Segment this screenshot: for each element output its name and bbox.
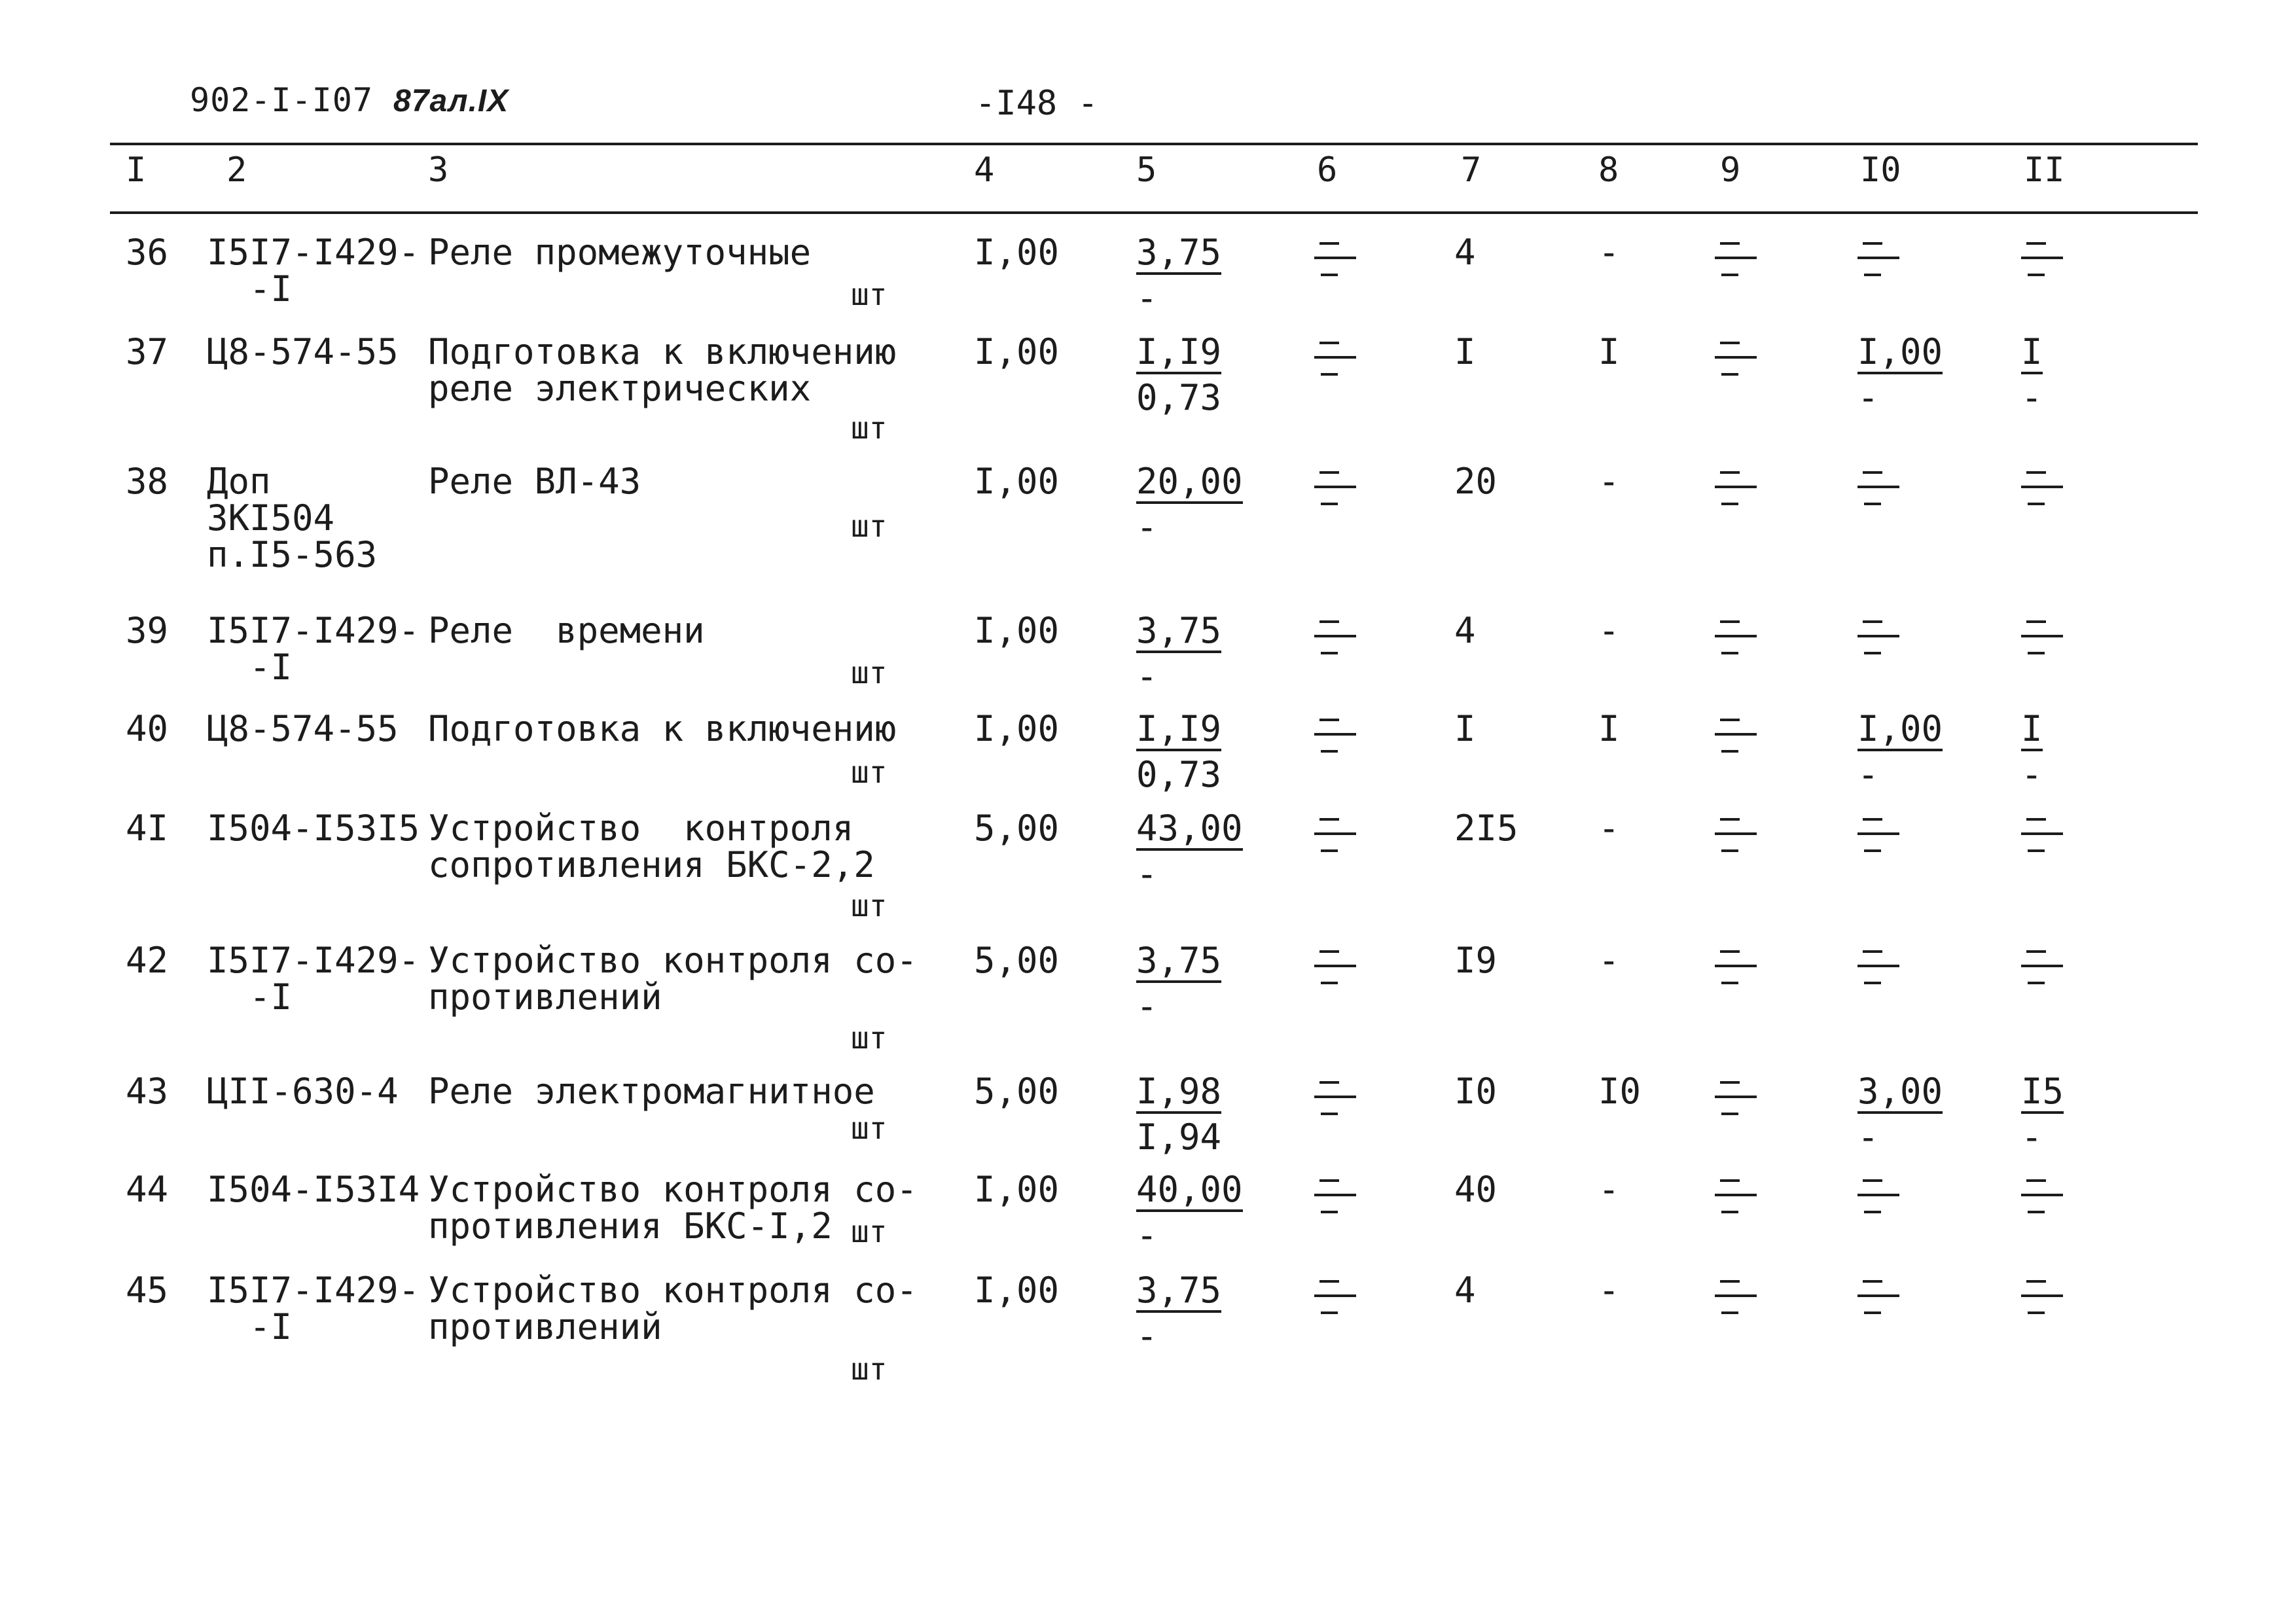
col11-dash-stroke [2028,849,2045,852]
unit-label: шт [851,755,888,790]
col10-dash-stroke [1863,818,1882,821]
norm-code: I504-I53I5 [207,808,420,849]
norm-code: I504-I53I4 [207,1169,420,1210]
col9-dash [1715,950,1761,984]
col5-value-numerator: 3,75 [1136,613,1221,653]
col9-dash [1715,342,1761,376]
column-header-3: 3 [428,151,449,190]
col11-value-numerator: I5 [2021,1073,2064,1114]
col10-value [1857,1073,1943,1156]
page-number: -I48 - [975,84,1098,123]
col11-dash-stroke [2028,274,2045,276]
col9-dash-stroke [1720,620,1740,623]
col6-dash-stroke [1319,950,1339,953]
col9-dash-stroke [1721,652,1738,654]
quantity-value: I,00 [974,331,1060,372]
col5-value-denominator: - [1136,656,1158,697]
col6-dash-stroke [1321,652,1338,654]
col10-value-denominator: - [1857,1116,1879,1158]
unit-label: шт [851,410,888,446]
unit-label: шт [851,655,888,690]
item-name: Реле промежуточные [428,232,812,273]
col9-dash-stroke [1721,1311,1738,1314]
norm-code: I5I7-I429- -I [207,610,420,688]
col9-dash-stroke [1720,719,1740,721]
col10-dash-stroke [1863,471,1882,474]
col9-dash-stroke [1715,356,1757,359]
norm-code: I5I7-I429- -I [207,232,420,310]
col10-dash-stroke [1864,1211,1881,1213]
col9-dash-stroke [1721,274,1738,276]
column-header-1: I [126,151,147,190]
col8-value: - [1598,940,1620,981]
quantity-value: 5,00 [974,808,1060,849]
col5-value [1136,234,1221,317]
col6-dash-stroke [1319,1280,1339,1283]
column-header-7: 7 [1461,151,1482,190]
col9-dash [1715,818,1761,852]
norm-code: Ц8-574-55 [207,331,399,372]
col8-value: - [1598,461,1620,502]
col6-dash-stroke [1321,274,1338,276]
col6-dash [1314,1179,1360,1213]
col6-dash [1314,950,1360,984]
item-name: Реле ВЛ-43 [428,461,641,502]
col10-dash-stroke [1857,832,1899,835]
col10-dash [1857,1179,1903,1213]
col9-dash-stroke [1715,635,1757,637]
col11-dash-stroke [2021,1294,2063,1297]
unit-label: шт [851,1020,888,1056]
col6-dash-stroke [1321,750,1338,753]
norm-code: Доп 3КI504 п.I5-563 [207,461,378,575]
col5-value-numerator: I,I9 [1136,711,1221,751]
col6-dash-stroke [1319,719,1339,721]
col6-dash-stroke [1314,356,1356,359]
col5-value [1136,331,1222,418]
col11-dash-stroke [2026,1280,2046,1283]
col6-dash-stroke [1321,982,1338,984]
col11-dash-stroke [2021,965,2063,967]
col6-dash [1314,818,1360,852]
col10-dash-stroke [1864,849,1881,852]
quantity-value: I,00 [974,1270,1060,1311]
col9-dash-stroke [1720,342,1740,344]
col5-value-denominator: - [1136,853,1158,895]
col6-dash-stroke [1314,1294,1356,1297]
item-name: Устройство контроля со- противлений [428,1270,918,1347]
row-number: 45 [126,1270,169,1311]
col7-value: I [1454,708,1476,749]
col7-value: I9 [1454,940,1498,981]
norm-code: I5I7-I429- -I [207,1270,420,1347]
col9-dash [1715,719,1761,753]
col11-dash [2021,818,2067,852]
col6-dash-stroke [1321,1311,1338,1314]
col7-value: 40 [1454,1169,1498,1210]
col5-value-numerator: 3,75 [1136,942,1221,983]
col9-dash-stroke [1720,471,1740,474]
document-code-handwritten: 87ал.IX [393,84,509,118]
col9-dash-stroke [1715,1096,1757,1098]
col8-value: - [1598,232,1620,273]
col6-dash-stroke [1321,503,1338,505]
col5-value-numerator: 3,75 [1136,234,1221,275]
col6-dash-stroke [1321,1211,1338,1213]
col5-value-denominator: - [1136,1315,1158,1357]
quantity-value: 5,00 [974,1071,1060,1112]
col9-dash-stroke [1720,242,1740,245]
col9-dash-stroke [1715,965,1757,967]
col11-dash-stroke [2021,832,2063,835]
col9-dash [1715,471,1761,505]
col5-value [1136,1171,1243,1254]
unit-label: шт [851,1351,888,1387]
col11-value [2021,1073,2064,1156]
col10-dash [1857,620,1903,654]
col6-dash-stroke [1319,342,1339,344]
unit-label: шт [851,1214,888,1249]
col5-value [1136,1073,1221,1156]
col10-dash [1857,471,1903,505]
col8-value: - [1598,1169,1620,1210]
col5-value-denominator: 0,73 [1136,377,1222,418]
row-number: 40 [126,708,169,749]
col11-dash-stroke [2026,818,2046,821]
col10-dash-stroke [1864,652,1881,654]
col10-dash-stroke [1863,242,1882,245]
col5-value [1136,708,1222,795]
col11-dash-stroke [2028,1311,2045,1314]
col6-dash-stroke [1314,965,1356,967]
col5-value [1136,610,1222,697]
col8-value: I [1598,331,1620,372]
col9-dash-stroke [1715,733,1757,736]
col9-dash-stroke [1720,1179,1740,1182]
col11-value-denominator: - [2021,754,2043,795]
col8-value: - [1598,1270,1620,1311]
column-header-5: 5 [1136,151,1157,190]
unit-label: шт [851,888,888,923]
col5-value-numerator: 3,75 [1136,1272,1221,1313]
col9-dash-stroke [1721,1113,1738,1115]
row-number: 4I [126,808,169,849]
col11-dash [2021,471,2067,505]
item-name: Подготовка к включению реле электрических [428,331,897,409]
col8-value: I [1598,708,1620,749]
col9-dash-stroke [1715,1194,1757,1196]
col5-value-denominator: - [1136,986,1158,1027]
col11-dash [2021,1280,2067,1314]
col10-dash-stroke [1863,1280,1882,1283]
quantity-value: 5,00 [974,940,1060,981]
col5-value [1136,463,1243,546]
col11-dash-stroke [2026,950,2046,953]
col11-dash-stroke [2021,635,2063,637]
column-header-9: 9 [1720,151,1741,190]
col5-value-numerator: I,98 [1136,1073,1221,1114]
col11-dash [2021,1179,2067,1213]
col9-dash [1715,620,1761,654]
col6-dash-stroke [1319,818,1339,821]
item-name: Подготовка к включению [428,708,897,749]
col9-dash-stroke [1720,1280,1740,1283]
col10-dash-stroke [1863,620,1882,623]
col10-dash-stroke [1863,1179,1882,1182]
col6-dash [1314,342,1360,376]
col9-dash-stroke [1715,832,1757,835]
row-number: 36 [126,232,169,273]
col5-value-denominator: - [1136,277,1158,319]
col5-value-denominator: I,94 [1136,1116,1222,1158]
col10-dash-stroke [1857,965,1899,967]
col6-dash [1314,719,1360,753]
col7-value: 2I5 [1454,808,1518,849]
col6-dash-stroke [1314,832,1356,835]
col11-dash-stroke [2026,242,2046,245]
col6-dash-stroke [1319,620,1339,623]
col10-dash [1857,1280,1903,1314]
row-number: 44 [126,1169,169,1210]
col10-dash-stroke [1857,1294,1899,1297]
col11-dash-stroke [2021,1194,2063,1196]
col10-dash-stroke [1864,982,1881,984]
col10-dash-stroke [1864,274,1881,276]
col5-value-denominator: - [1136,1215,1158,1256]
col10-value-denominator: - [1857,754,1879,795]
col11-dash-stroke [2026,620,2046,623]
col10-value-numerator: 3,00 [1857,1073,1943,1114]
col11-dash-stroke [2028,652,2045,654]
col11-dash [2021,620,2067,654]
quantity-value: I,00 [974,610,1060,651]
col6-dash-stroke [1314,486,1356,488]
column-header-4: 4 [974,151,995,190]
quantity-value: I,00 [974,461,1060,502]
column-header-10: I0 [1860,151,1901,190]
col7-value: 4 [1454,610,1476,651]
col10-dash-stroke [1864,503,1881,505]
quantity-value: I,00 [974,232,1060,273]
col6-dash [1314,471,1360,505]
col11-value [2021,331,2043,418]
quantity-value: I,00 [974,1169,1060,1210]
col10-dash-stroke [1863,950,1882,953]
col5-value-numerator: 43,00 [1136,810,1243,851]
column-header-8: 8 [1598,151,1619,190]
row-number: 42 [126,940,169,981]
col6-dash-stroke [1321,1113,1338,1115]
col5-value-numerator: 20,00 [1136,463,1243,504]
col8-value: - [1598,610,1620,651]
col5-value-numerator: 40,00 [1136,1171,1243,1212]
col7-value: 4 [1454,232,1476,273]
col6-dash [1314,242,1360,276]
col9-dash-stroke [1720,950,1740,953]
col9-dash-stroke [1720,818,1740,821]
col6-dash-stroke [1314,635,1356,637]
col5-value [1136,810,1243,893]
col5-value-denominator: - [1136,507,1158,548]
col10-dash [1857,242,1903,276]
item-name: Устройство контроля со- противлений [428,940,918,1018]
col6-dash [1314,1280,1360,1314]
col11-dash-stroke [2021,486,2063,488]
col9-dash-stroke [1721,1211,1738,1213]
col7-value: 4 [1454,1270,1476,1311]
unit-label: шт [851,277,888,312]
col10-value-denominator: - [1857,377,1879,418]
col11-dash-stroke [2021,257,2063,259]
col10-value [1857,708,1943,795]
col5-value-numerator: I,I9 [1136,334,1221,374]
item-name: Устройство контроля сопротивления БКС-2,2 [428,808,875,885]
col11-dash-stroke [2026,1179,2046,1182]
row-number: 43 [126,1071,169,1112]
col6-dash-stroke [1321,373,1338,376]
item-name: Реле электромагнитное [428,1071,875,1112]
col11-value-numerator: I [2021,711,2043,751]
col6-dash-stroke [1319,242,1339,245]
col9-dash-stroke [1715,257,1757,259]
col9-dash-stroke [1721,849,1738,852]
col9-dash [1715,1179,1761,1213]
col5-value-denominator: 0,73 [1136,754,1222,795]
col9-dash-stroke [1715,486,1757,488]
col11-value [2021,708,2043,795]
col11-dash-stroke [2028,503,2045,505]
col10-dash-stroke [1857,1194,1899,1196]
col7-value: I [1454,331,1476,372]
col9-dash [1715,242,1761,276]
header-bottom-rule [110,211,2198,214]
col11-value-denominator: - [2021,1116,2043,1158]
col10-dash-stroke [1864,1311,1881,1314]
col9-dash-stroke [1721,982,1738,984]
col10-dash [1857,950,1903,984]
col11-value-denominator: - [2021,377,2043,418]
col6-dash [1314,1081,1360,1115]
col9-dash-stroke [1721,503,1738,505]
col6-dash [1314,620,1360,654]
col5-value [1136,942,1221,1025]
col8-value: I0 [1598,1071,1641,1112]
norm-code: ЦII-630-4 [207,1071,399,1112]
col6-dash-stroke [1321,849,1338,852]
document-code [190,81,509,119]
col11-value-numerator: I [2021,334,2043,374]
col6-dash-stroke [1319,1179,1339,1182]
col6-dash-stroke [1319,1081,1339,1084]
col6-dash-stroke [1319,471,1339,474]
col6-dash-stroke [1314,733,1356,736]
col7-value: 20 [1454,461,1498,502]
row-number: 38 [126,461,169,502]
column-header-2: 2 [226,151,247,190]
unit-label: шт [851,1111,888,1146]
col6-dash-stroke [1314,1096,1356,1098]
norm-code: Ц8-574-55 [207,708,399,749]
column-header-6: 6 [1317,151,1338,190]
col11-dash-stroke [2026,471,2046,474]
document-code-number: 902-I-I07 [190,81,373,119]
col5-value [1136,1272,1221,1355]
col9-dash-stroke [1715,1294,1757,1297]
col11-dash [2021,242,2067,276]
col10-dash-stroke [1857,635,1899,637]
column-header-11: II [2024,151,2065,190]
col9-dash-stroke [1721,750,1738,753]
norm-code: I5I7-I429- -I [207,940,420,1018]
row-number: 37 [126,331,169,372]
col9-dash-stroke [1721,373,1738,376]
item-name: Устройство контроля со- противления БКС-I,2 [428,1169,918,1247]
col11-dash-stroke [2028,1211,2045,1213]
col9-dash [1715,1280,1761,1314]
col11-dash [2021,950,2067,984]
col10-value-numerator: I,00 [1857,711,1943,751]
col10-value-numerator: I,00 [1857,334,1943,374]
col7-value: I0 [1454,1071,1498,1112]
col8-value: - [1598,808,1620,849]
col10-value [1857,331,1943,418]
col9-dash [1715,1081,1761,1115]
item-name: Реле времени [428,610,705,651]
row-number: 39 [126,610,169,651]
col6-dash-stroke [1314,257,1356,259]
unit-label: шт [851,508,888,544]
header-top-rule [110,143,2198,145]
col10-dash [1857,818,1903,852]
quantity-value: I,00 [974,708,1060,749]
col6-dash-stroke [1314,1194,1356,1196]
col10-dash-stroke [1857,486,1899,488]
col9-dash-stroke [1720,1081,1740,1084]
col11-dash-stroke [2028,982,2045,984]
col10-dash-stroke [1857,257,1899,259]
